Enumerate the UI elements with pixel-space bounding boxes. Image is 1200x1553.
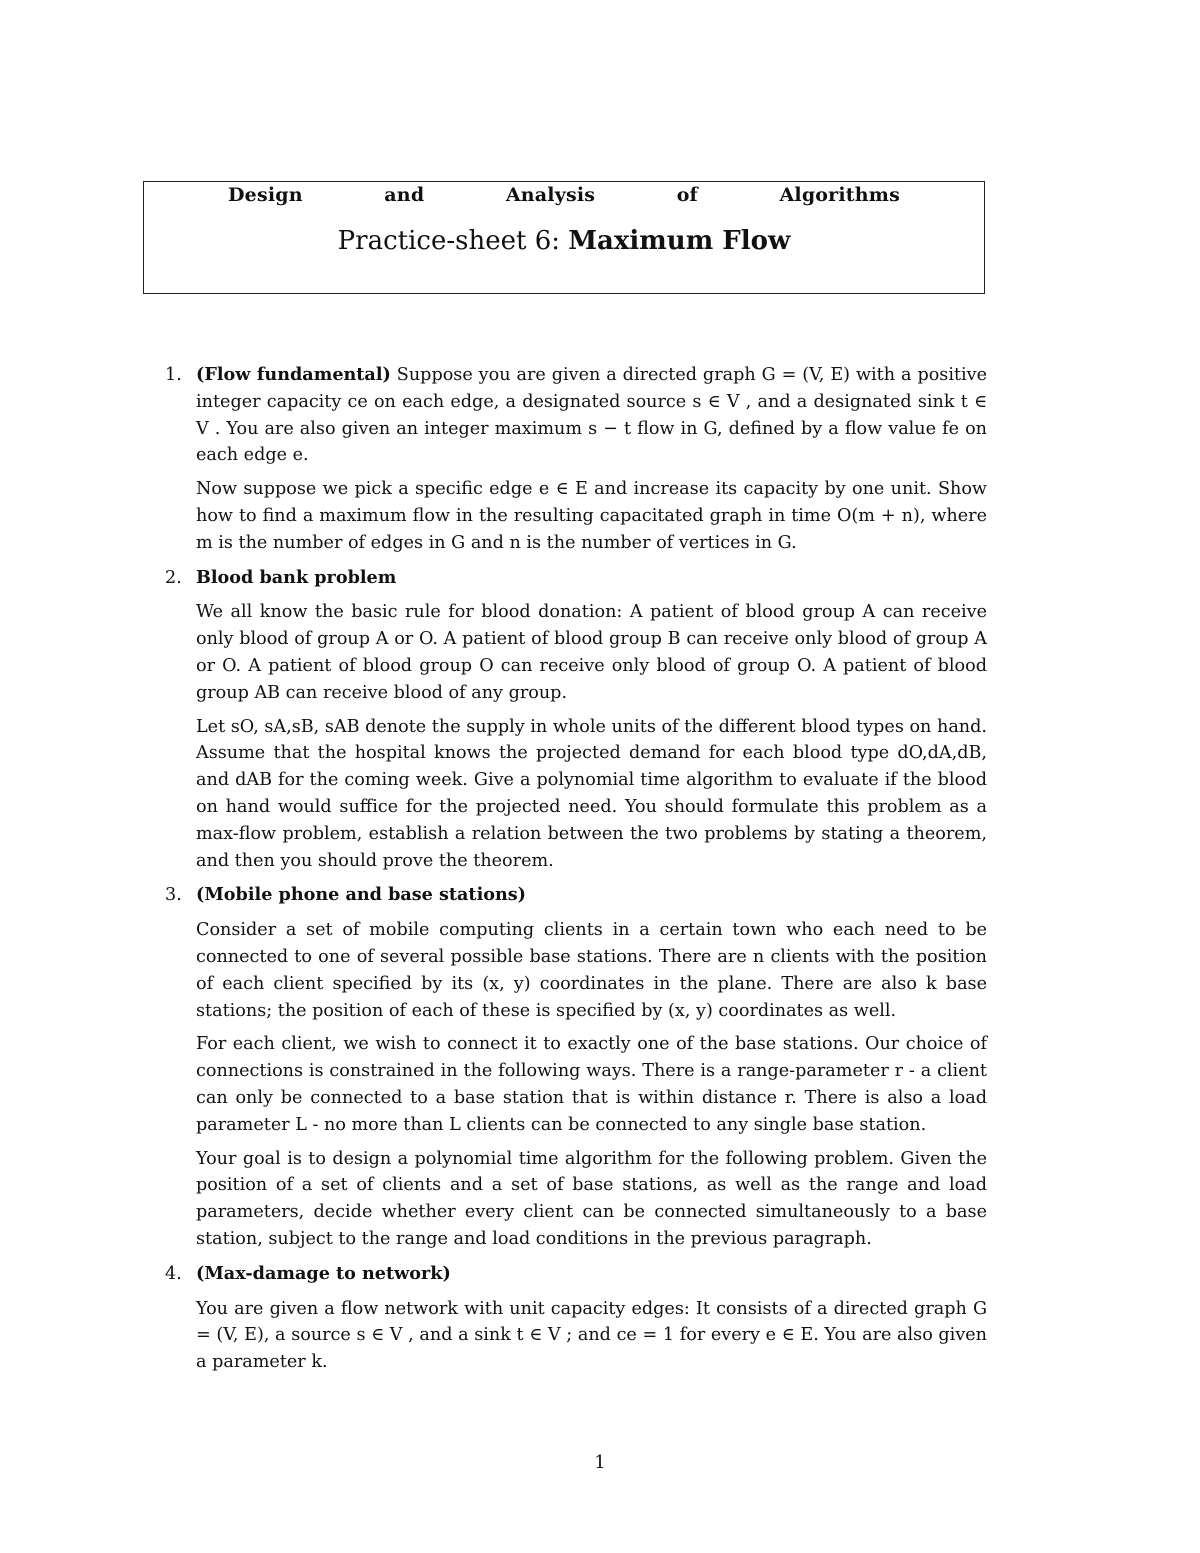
course-word: Design [228,184,303,206]
course-name [228,184,900,206]
course-word: Algorithms [779,184,900,206]
problem-number: 1. [165,365,182,385]
problem-3 [165,882,987,1252]
problem-title: Blood bank problem [196,566,397,588]
problem-paragraph: Now suppose we pick a specific edge e ∈ E and increase its capacity by one unit. Show how to find a maximum flow in the resulting capacitated graph in time O(m + n), where m is the number of edges in G and n is the number of vertices in G. [196,479,987,553]
problem-paragraph: We all know the basic rule for blood donation: A patient of blood group A can receive only blood of group A or O. A patient of blood group B can receive only blood of group A or O. A patient of blood group O can receive only blood of group O. A patient of blood group AB can receive blood of any group. [196,602,987,703]
problem-title: (Flow fundamental) [196,364,391,385]
problem-list [165,362,987,1384]
sheet-title-topic: Maximum Flow [568,226,791,256]
problem-4 [165,1261,987,1376]
problem-paragraph [196,362,987,469]
problem-2 [165,565,987,875]
problem-paragraph: For each client, we wish to connect it to exactly one of the base stations. Our choice of connections is constrained in the following ways. There is a range-parameter r - a client can only be connected to a base station that is within distance r. There is also a load parameter L - no more than L clients can be connected to any single base station. [196,1034,987,1135]
sheet-title [143,226,985,256]
problem-title: (Mobile phone and base stations) [196,884,527,906]
problem-title: (Max-damage to network) [196,1262,451,1284]
problem-paragraph: Your goal is to design a polynomial time algorithm for the following problem. Given the position of a set of clients and a set of base stations, as well as the range and load parameters, decide whether every client can be connected simultaneously to a base station, subject to the range and load conditions in the previous paragraph. [196,1148,987,1249]
problem-paragraph: You are given a flow network with unit capacity edges: It consists of a directed graph G = (V, E), a source s ∈ V , and a sink t ∈ V ; and ce = 1 for every e ∈ E. You are also given a parameter k. [196,1298,987,1373]
problem-paragraph: Consider a set of mobile computing clients in a certain town who each need to be connected to one of several possible base stations. There are n clients with the position of each client specified by its (x, y) coordinates in the plane. There are also k base stations; the position of each of these is specified by (x, y) coordinates as well. [196,920,987,1021]
sheet-title-prefix: Practice-sheet 6: [337,226,561,256]
course-word: and [384,184,425,206]
course-word: Analysis [505,184,596,206]
problem-number: 3. [165,885,182,906]
course-word: of [676,184,698,206]
problem-1 [165,362,987,557]
problem-number: 4. [165,1263,182,1284]
problem-paragraph: Let sO, sA,sB, sAB denote the supply in whole units of the different blood types on hand. Assume that the hospital knows the projected demand for each blood type dO,dA,dB, and dAB for the coming week. Give a polynomial time algorithm to evaluate if the blood on hand would suffice for the projected need. You should formulate this problem as a max-flow problem, establish a relation between the two problems by stating a theorem, and then you should prove the theorem. [196,716,987,871]
page-number: 1 [594,1452,606,1473]
problem-number: 2. [165,567,182,588]
paragraph-text: Suppose you are given a directed graph G = (V, E) with a positive integer capacity ce on each edge, a designated source s ∈ V , and a designated sink t ∈ V . You are also given an integer maximum s − t flow in G, defined by a flow value fe on each edge e. [196,365,988,466]
